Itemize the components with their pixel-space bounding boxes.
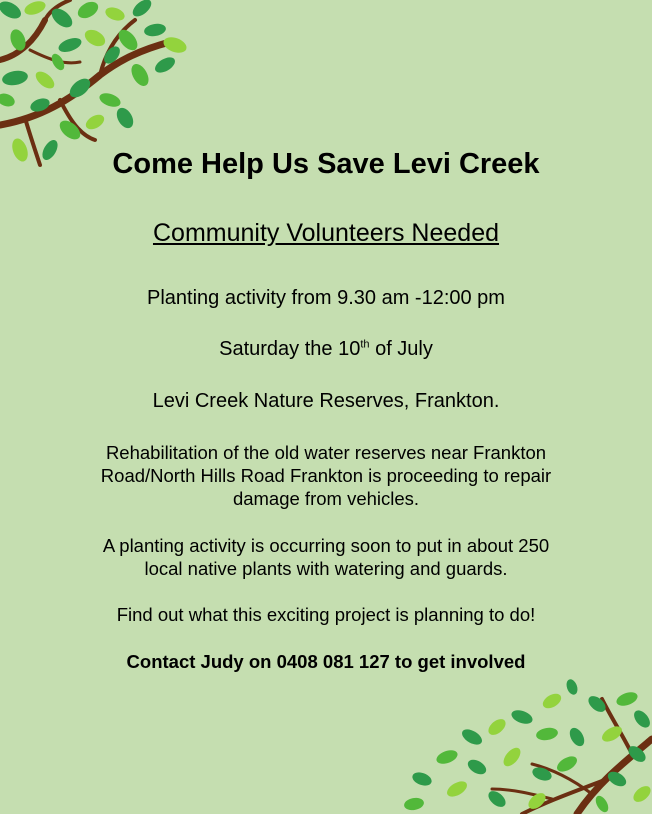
contact-line: Contact Judy on 0408 081 127 to get involved (126, 651, 526, 672)
paragraph-line: A planting activity is occurring soon to put in about 250 (102, 535, 550, 556)
event-date-rest: of July (369, 338, 433, 360)
rehabilitation-paragraph (0, 441, 652, 510)
flyer-title: Come Help Us Save Levi Creek (112, 148, 540, 180)
flyer-subtitle: Community Volunteers Needed (152, 219, 500, 247)
paragraph-line: Road/North Hills Road Frankton is proceeding to repair (100, 465, 552, 486)
event-date-ordinal: th (360, 338, 370, 351)
event-location: Levi Creek Nature Reserves, Frankton. (152, 390, 500, 412)
paragraph-line: Rehabilitation of the old water reserves near Frankton (105, 442, 547, 463)
planting-paragraph (0, 534, 652, 580)
event-date-prefix: Saturday the 10 (219, 338, 361, 360)
project-paragraph: Find out what this exciting project is planning to do! (116, 604, 536, 625)
paragraph-line: local native plants with watering and guards. (144, 558, 508, 579)
event-date (0, 338, 652, 361)
tree-branch-bottom-right-icon (402, 679, 652, 814)
activity-time: Planting activity from 9.30 am -12:00 pm (147, 287, 505, 309)
paragraph-line: damage from vehicles. (232, 488, 420, 509)
